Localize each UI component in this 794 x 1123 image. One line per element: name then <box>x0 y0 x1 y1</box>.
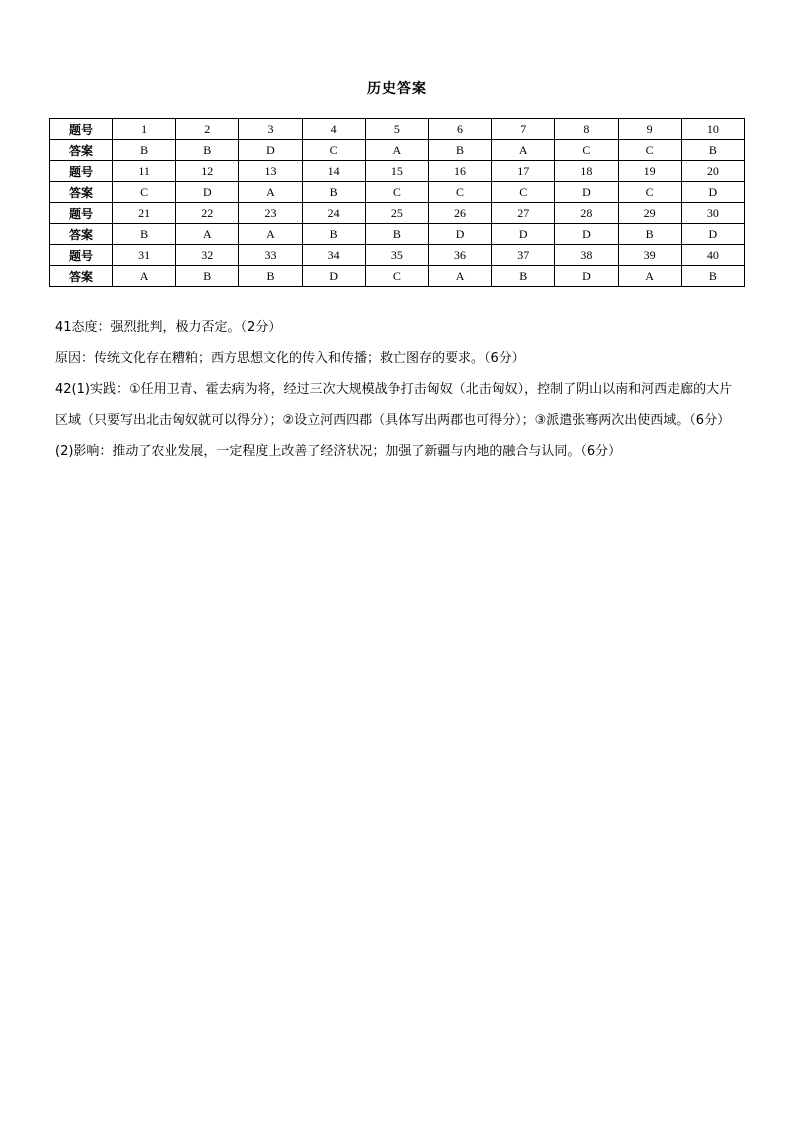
table-cell: 7 <box>492 119 555 140</box>
table-row <box>50 224 745 245</box>
table-cell: D <box>681 224 744 245</box>
table-cell: 26 <box>428 203 491 224</box>
table-cell: C <box>113 182 176 203</box>
table-cell: B <box>365 224 428 245</box>
q42-part2: (2)影响：推动了农业发展，一定程度上改善了经济状况；加强了新疆与内地的融合与认同。（6分） <box>55 444 622 459</box>
table-cell: 8 <box>555 119 618 140</box>
table-cell: D <box>239 140 302 161</box>
table-cell: B <box>113 224 176 245</box>
table-cell: A <box>428 266 491 287</box>
table-cell: A <box>176 224 239 245</box>
table-cell: D <box>492 224 555 245</box>
table-cell: A <box>239 224 302 245</box>
table-cell: D <box>555 224 618 245</box>
table-cell: B <box>176 140 239 161</box>
table-cell: D <box>681 182 744 203</box>
row-label: 答案 <box>50 140 113 161</box>
answer-section <box>55 312 745 467</box>
table-row <box>50 140 745 161</box>
table-cell: 37 <box>492 245 555 266</box>
table-cell: D <box>302 266 365 287</box>
table-cell: D <box>555 182 618 203</box>
table-cell: B <box>302 224 365 245</box>
table-cell: 28 <box>555 203 618 224</box>
table-cell: D <box>428 224 491 245</box>
table-cell: 17 <box>492 161 555 182</box>
table-cell: 9 <box>618 119 681 140</box>
row-label: 题号 <box>50 203 113 224</box>
table-cell: 1 <box>113 119 176 140</box>
table-cell: 31 <box>113 245 176 266</box>
row-label: 答案 <box>50 224 113 245</box>
table-cell: A <box>113 266 176 287</box>
table-cell: 29 <box>618 203 681 224</box>
table-cell: D <box>555 266 618 287</box>
q42-part1: 42(1)实践：①任用卫青、霍去病为将，经过三次大规模战争打击匈奴（北击匈奴），控制了阴山以南和河西走廊的大片区域（只要写出北击匈奴就可以得分）；②设立河西四郡（具体写出两郡也可得分）；③派遣张骞两次出使西域。（6分） <box>55 382 733 428</box>
table-cell: 16 <box>428 161 491 182</box>
table-cell: B <box>113 140 176 161</box>
table-cell: C <box>618 182 681 203</box>
table-cell: 12 <box>176 161 239 182</box>
table-cell: B <box>239 266 302 287</box>
table-cell: 34 <box>302 245 365 266</box>
table-cell: 11 <box>113 161 176 182</box>
table-cell: C <box>618 140 681 161</box>
table-cell: A <box>492 140 555 161</box>
row-label: 题号 <box>50 245 113 266</box>
table-cell: 6 <box>428 119 491 140</box>
table-cell: 13 <box>239 161 302 182</box>
table-cell: 5 <box>365 119 428 140</box>
table-cell: 40 <box>681 245 744 266</box>
table-cell: 27 <box>492 203 555 224</box>
table-cell: C <box>365 182 428 203</box>
table-cell: B <box>492 266 555 287</box>
table-cell: 14 <box>302 161 365 182</box>
table-cell: B <box>618 224 681 245</box>
answer-table <box>49 118 745 287</box>
table-cell: A <box>239 182 302 203</box>
row-label: 答案 <box>50 182 113 203</box>
table-cell: 19 <box>618 161 681 182</box>
table-cell: 2 <box>176 119 239 140</box>
table-cell: 35 <box>365 245 428 266</box>
table-cell: B <box>681 266 744 287</box>
table-cell: 30 <box>681 203 744 224</box>
table-cell: B <box>428 140 491 161</box>
table-row <box>50 203 745 224</box>
table-row <box>50 119 745 140</box>
q41-reason: 原因：传统文化存在糟粕；西方思想文化的传入和传播；救亡图存的要求。（6分） <box>55 351 525 366</box>
table-cell: C <box>365 266 428 287</box>
table-cell: A <box>618 266 681 287</box>
table-cell: 10 <box>681 119 744 140</box>
table-cell: 33 <box>239 245 302 266</box>
table-cell: 36 <box>428 245 491 266</box>
table-cell: 21 <box>113 203 176 224</box>
table-cell: B <box>176 266 239 287</box>
table-cell: A <box>365 140 428 161</box>
table-cell: B <box>681 140 744 161</box>
table-row <box>50 266 745 287</box>
row-label: 题号 <box>50 161 113 182</box>
table-cell: 20 <box>681 161 744 182</box>
table-cell: 23 <box>239 203 302 224</box>
table-cell: 32 <box>176 245 239 266</box>
table-row <box>50 245 745 266</box>
table-cell: C <box>492 182 555 203</box>
table-cell: D <box>176 182 239 203</box>
table-cell: C <box>302 140 365 161</box>
table-cell: C <box>555 140 618 161</box>
q41-attitude: 41态度：强烈批判，极力否定。（2分） <box>55 320 282 335</box>
table-row <box>50 182 745 203</box>
table-cell: 39 <box>618 245 681 266</box>
table-cell: 24 <box>302 203 365 224</box>
table-cell: 25 <box>365 203 428 224</box>
table-cell: 15 <box>365 161 428 182</box>
row-label: 答案 <box>50 266 113 287</box>
page-title: 历史答案 <box>367 81 427 97</box>
row-label: 题号 <box>50 119 113 140</box>
table-cell: 22 <box>176 203 239 224</box>
table-cell: 3 <box>239 119 302 140</box>
table-cell: 18 <box>555 161 618 182</box>
table-cell: C <box>428 182 491 203</box>
table-row <box>50 161 745 182</box>
table-cell: 4 <box>302 119 365 140</box>
table-cell: B <box>302 182 365 203</box>
table-cell: 38 <box>555 245 618 266</box>
